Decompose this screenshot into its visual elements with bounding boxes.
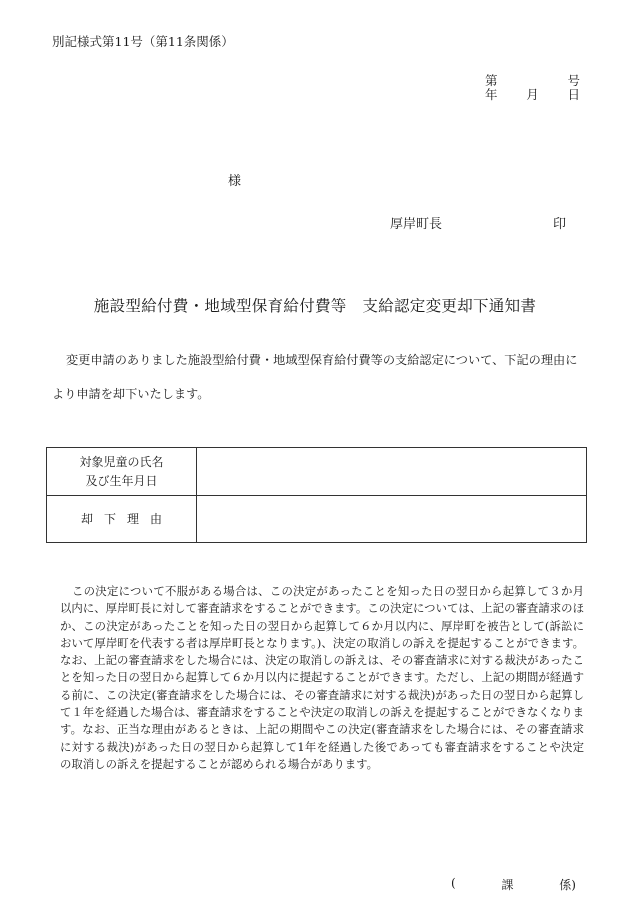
date-day: 日 [567,87,580,102]
rejection-reason-value[interactable] [197,496,587,543]
birthdate-label: 及び生年月日 [85,473,158,488]
number-label-right: 号 [567,73,580,88]
number-label-left: 第 [485,73,498,88]
table-row-reason [47,496,587,543]
seal-mark: 印 [553,217,567,232]
intro-line-1: 変更申請のありました施設型給付費・地域型保育給付費等の支給認定について、下記の理由に [66,353,578,367]
footer-section: 課 [501,878,514,892]
document-title: 施設型給付費・地域型保育給付費等 支給認定変更却下通知書 [93,297,537,315]
child-name-birthdate-label [47,448,197,496]
footer-open-paren: ( [451,876,456,890]
intro-line-2: より申請を却下いたします。 [52,387,210,401]
footer-department [451,876,576,893]
date-row [485,88,580,102]
date-year: 年 [485,87,498,102]
rejection-reason-label-cell [47,496,197,543]
rejection-reason-label: 却下理由 [80,511,173,526]
date-month: 月 [526,87,539,102]
appeal-notice: この決定について不服がある場合は、この決定があったことを知った日の翌日から起算して３か月以内に、厚岸町長に対して審査請求をすることができます。この決定については、上記の審査請求のほか、この決定があったことを知った日の翌日から起算して６か月以内に、厚岸町を被告として(訴訟において厚岸町を代表する者は厚岸町長となります。)、決定の取消しの訴えを提起することができます。なお、上記の審査請求をした場合には、決定の取消しの訴えは、その審査請求に対する裁決があったことを知った日の翌日から起算して６か月以内に提起することができます。ただし、上記の期間が経過する前に、この決定(審査請求をした場合には、その審査請求に対する裁決)があった日の翌日から起算して１年を経過した場合は、審査請求をすることや決定の取消しの訴えを提起することができなくなります。なお、正当な理由があるときは、上記の期間やこの決定(審査請求をした場合には、その審査請求に対する裁決)があった日の翌日から起算して1年を経過した後であっても審査請求をすることや決定の取消しの訴えを提起することが認められる場合があります。 [60,584,584,771]
footer-staff: 係) [559,878,576,892]
child-name-label: 対象児童の氏名 [79,454,164,469]
table-row-child [47,448,587,496]
addressee-honorific: 様 [228,174,242,189]
document-number-row [485,74,580,88]
child-name-birthdate-value[interactable] [197,448,587,496]
issuer-name: 厚岸町長 [390,217,443,232]
form-number: 別記様式第11号（第11条関係） [52,34,234,49]
document-number-date-block [485,74,580,102]
info-table [46,447,587,543]
